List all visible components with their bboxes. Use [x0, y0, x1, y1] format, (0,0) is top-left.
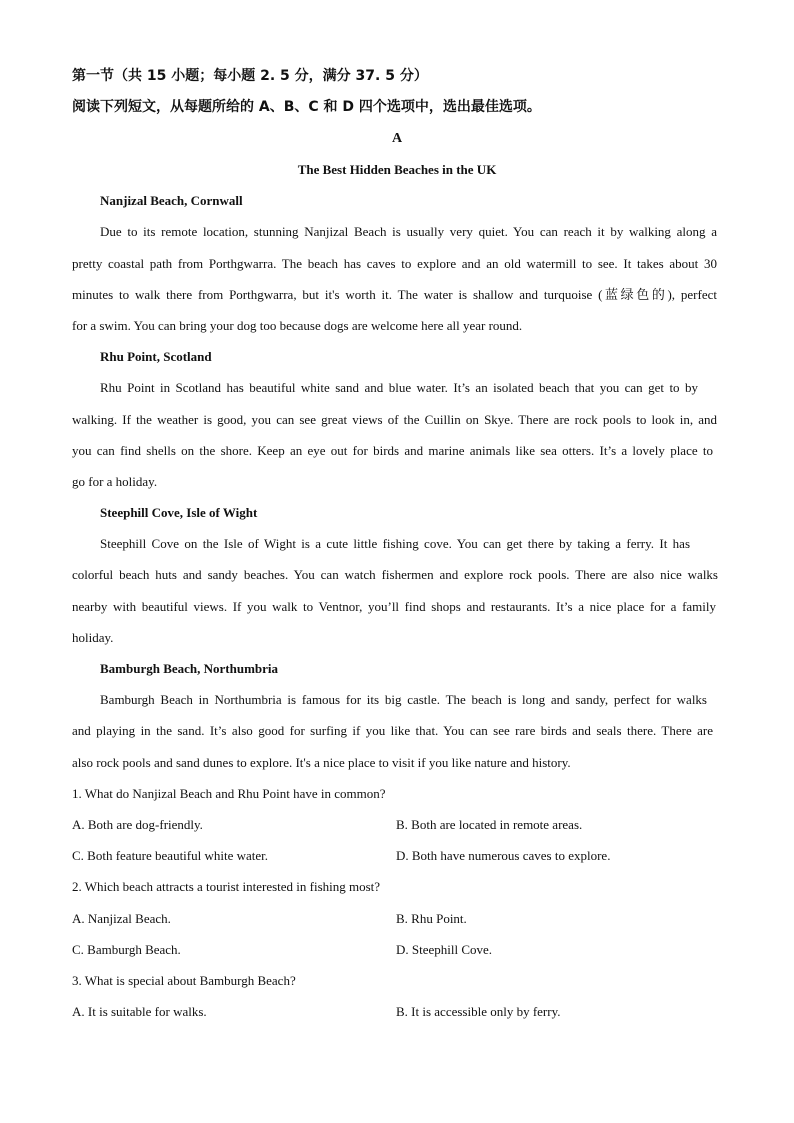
- answer-option[interactable]: B. Rhu Point.: [396, 911, 467, 926]
- paragraph-line: for a swim. You can bring your dog too because dogs are welcome here all year round.: [72, 318, 523, 333]
- section-heading-nanjizal: Nanjizal Beach, Cornwall: [100, 193, 243, 208]
- paragraph-line: you can find shells on the shore. Keep an eye out for birds and marine animals like sea otters. It’s a lovely place to: [72, 443, 713, 458]
- paragraph-line: colorful beach huts and sandy beaches. You can watch fishermen and explore rock pools. There are also nice walks: [72, 567, 718, 582]
- section-heading-bamburgh: Bamburgh Beach, Northumbria: [100, 661, 279, 676]
- answer-option[interactable]: A. It is suitable for walks.: [72, 1004, 207, 1019]
- answer-option[interactable]: D. Both have numerous caves to explore.: [396, 848, 611, 863]
- paragraph-line: also rock pools and sand dunes to explore. It's a nice place to visit if you like nature and history.: [72, 755, 571, 770]
- paragraph-line: and playing in the sand. It’s also good for surfing if you like that. You can see rare birds and seals there. There are: [72, 723, 713, 738]
- paragraph-line: Rhu Point in Scotland has beautiful white sand and blue water. It’s an isolated beach that you can get to by: [100, 380, 698, 395]
- answer-option[interactable]: C. Both feature beautiful white water.: [72, 848, 269, 863]
- answer-option[interactable]: A. Both are dog-friendly.: [72, 817, 203, 832]
- paragraph-line: Due to its remote location, stunning Nanjizal Beach is usually very quiet. You can reach it by walking along a: [100, 224, 717, 239]
- section-heading-rhu-point: Rhu Point, Scotland: [100, 349, 212, 364]
- paragraph-line: minutes to walk there from Porthgwarra, but it's worth it. The water is shallow and turquoise (蓝绿色的), perfect: [72, 287, 717, 302]
- paragraph-line: go for a holiday.: [72, 474, 158, 489]
- passage-title: The Best Hidden Beaches in the UK: [297, 162, 497, 177]
- paragraph-line: walking. If the weather is good, you can see great views of the Cuillin on Skye. There are rock pools to look in, and: [72, 412, 717, 427]
- answer-option[interactable]: B. It is accessible only by ferry.: [396, 1004, 561, 1019]
- section-heading: 第一节（共 15 小题；每小题 2. 5 分，满分 37. 5 分）: [72, 68, 428, 84]
- question-stem: 2. Which beach attracts a tourist interested in fishing most?: [72, 879, 381, 894]
- answer-option[interactable]: D. Steephill Cove.: [396, 942, 493, 957]
- paragraph-line: Steephill Cove on the Isle of Wight is a cute little fishing cove. You can get there by taking a ferry. It has: [100, 536, 690, 551]
- passage-letter: A: [391, 131, 403, 146]
- section-heading-steephill: Steephill Cove, Isle of Wight: [100, 505, 258, 520]
- paragraph-line: pretty coastal path from Porthgwarra. The beach has caves to explore and an old watermill to see. It takes about 30: [72, 256, 717, 271]
- instruction-text: 阅读下列短文，从每题所给的 A、B、C 和 D 四个选项中，选出最佳选项。: [72, 99, 541, 115]
- answer-option[interactable]: A. Nanjizal Beach.: [72, 911, 171, 926]
- question-stem: 3. What is special about Bamburgh Beach?: [72, 973, 296, 988]
- paragraph-line: Bamburgh Beach in Northumbria is famous for its big castle. The beach is long and sandy, perfect for walks: [100, 692, 707, 707]
- answer-option[interactable]: B. Both are located in remote areas.: [396, 817, 583, 832]
- question-stem: 1. What do Nanjizal Beach and Rhu Point have in common?: [72, 786, 386, 801]
- paragraph-line: holiday.: [72, 630, 114, 645]
- paragraph-line: nearby with beautiful views. If you walk to Ventnor, you’ll find shops and restaurants. It’s a nice place for a family: [72, 599, 716, 614]
- answer-option[interactable]: C. Bamburgh Beach.: [72, 942, 181, 957]
